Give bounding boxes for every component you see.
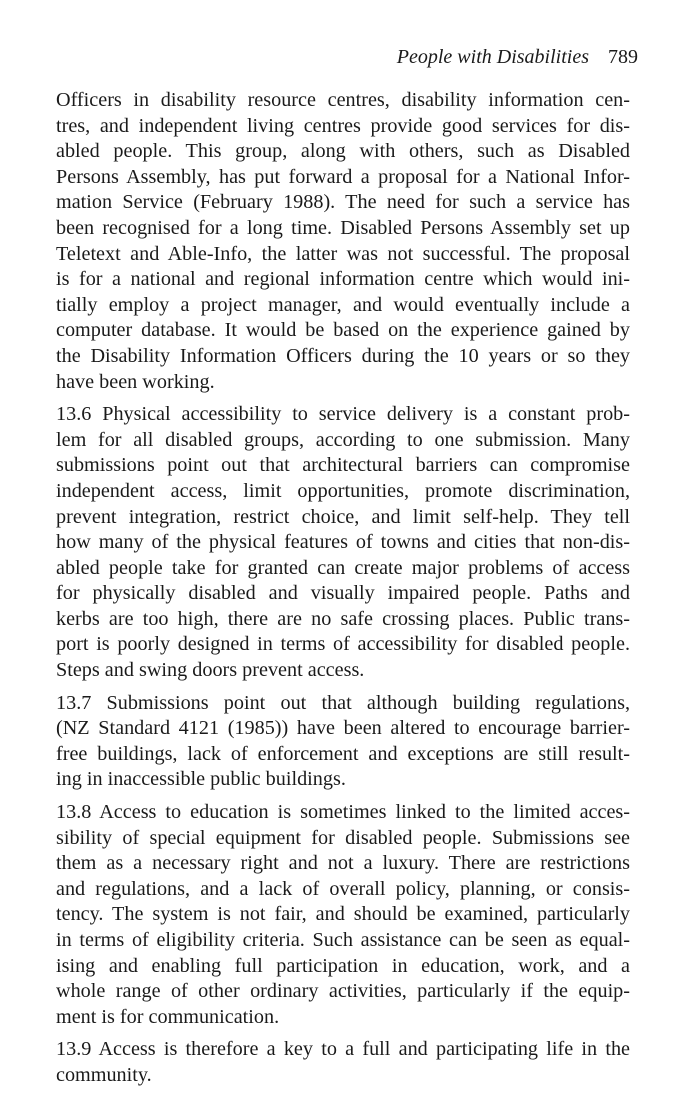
text-line: abled people. This group, along with others, such as Disabled bbox=[56, 140, 630, 163]
text-line: have been working. bbox=[56, 370, 215, 393]
text-line: abled people take for granted can create major problems of access bbox=[56, 556, 630, 579]
text-line: mation Service (February 1988). The need for such a service has bbox=[56, 191, 630, 214]
body-text bbox=[56, 88, 630, 1096]
text-line: port is poorly designed in terms of accessibility for disabled people. bbox=[56, 633, 630, 656]
text-line: them as a necessary right and not a luxury. There are restrictions bbox=[56, 852, 630, 875]
paragraph-13-7 bbox=[56, 691, 630, 793]
text-line: is for a national and regional information centre which would ini- bbox=[56, 268, 630, 291]
text-line: whole range of other ordinary activities, particularly if the equip- bbox=[56, 980, 630, 1003]
text-line: 13.7 Submissions point out that although building regulations, bbox=[56, 691, 630, 714]
text-line: ment is for communication. bbox=[56, 1005, 280, 1028]
text-line: free buildings, lack of enforcement and exceptions are still result- bbox=[56, 742, 630, 765]
paragraph-intro bbox=[56, 88, 630, 395]
text-line: Steps and swing doors prevent access. bbox=[56, 659, 365, 682]
paragraph-13-8 bbox=[56, 800, 630, 1030]
text-line: community. bbox=[56, 1063, 152, 1086]
text-line: prevent integration, restrict choice, and limit self-help. They tell bbox=[56, 505, 630, 528]
text-line: sibility of special equipment for disabled people. Submissions see bbox=[56, 826, 630, 849]
paragraph-13-9 bbox=[56, 1037, 630, 1088]
text-line: Teletext and Able-Info, the latter was not successful. The proposal bbox=[56, 242, 630, 265]
text-line: Officers in disability resource centres, disability information cen- bbox=[56, 89, 630, 111]
text-line: been recognised for a long time. Disabled Persons Assembly set up bbox=[56, 216, 630, 239]
text-line: independent access, limit opportunities, promote discrimination, bbox=[56, 479, 630, 502]
text-line: in terms of eligibility criteria. Such assistance can be seen as equal- bbox=[56, 929, 630, 951]
running-title: People with Disabilities bbox=[396, 46, 589, 68]
text-line: for physically disabled and visually impaired people. Paths and bbox=[56, 582, 630, 605]
text-line: (NZ Standard 4121 (1985)) have been altered to encourage barrier- bbox=[56, 717, 630, 740]
text-line: and regulations, and a lack of overall policy, planning, or consis- bbox=[56, 877, 630, 900]
text-line: kerbs are too high, there are no safe crossing places. Public trans- bbox=[56, 607, 630, 630]
text-line: 13.8 Access to education is sometimes linked to the limited acces- bbox=[56, 801, 630, 824]
text-line: tially employ a project manager, and would eventually include a bbox=[56, 293, 630, 316]
text-line: computer database. It would be based on the experience gained by bbox=[56, 319, 630, 342]
text-line: tres, and independent living centres provide good services for dis- bbox=[56, 114, 630, 137]
text-line: how many of the physical features of towns and cities that non-dis- bbox=[56, 531, 630, 554]
running-header bbox=[397, 44, 638, 70]
text-line: ing in inaccessible public buildings. bbox=[56, 768, 346, 791]
text-line: the Disability Information Officers during the 10 years or so they bbox=[56, 344, 630, 367]
paragraph-13-6 bbox=[56, 402, 630, 684]
page-number: 789 bbox=[608, 46, 638, 68]
text-line: tency. The system is not fair, and should be examined, particularly bbox=[56, 903, 630, 926]
text-line: ising and enabling full participation in education, work, and a bbox=[56, 954, 630, 977]
text-line: 13.6 Physical accessibility to service delivery is a constant prob- bbox=[56, 403, 630, 426]
text-line: submissions point out that architectural barriers can compromise bbox=[56, 454, 630, 477]
text-line: lem for all disabled groups, according to one submission. Many bbox=[56, 428, 630, 451]
text-line: Persons Assembly, has put forward a proposal for a National Infor- bbox=[56, 165, 630, 188]
text-line: 13.9 Access is therefore a key to a full and participating life in the bbox=[56, 1038, 630, 1061]
